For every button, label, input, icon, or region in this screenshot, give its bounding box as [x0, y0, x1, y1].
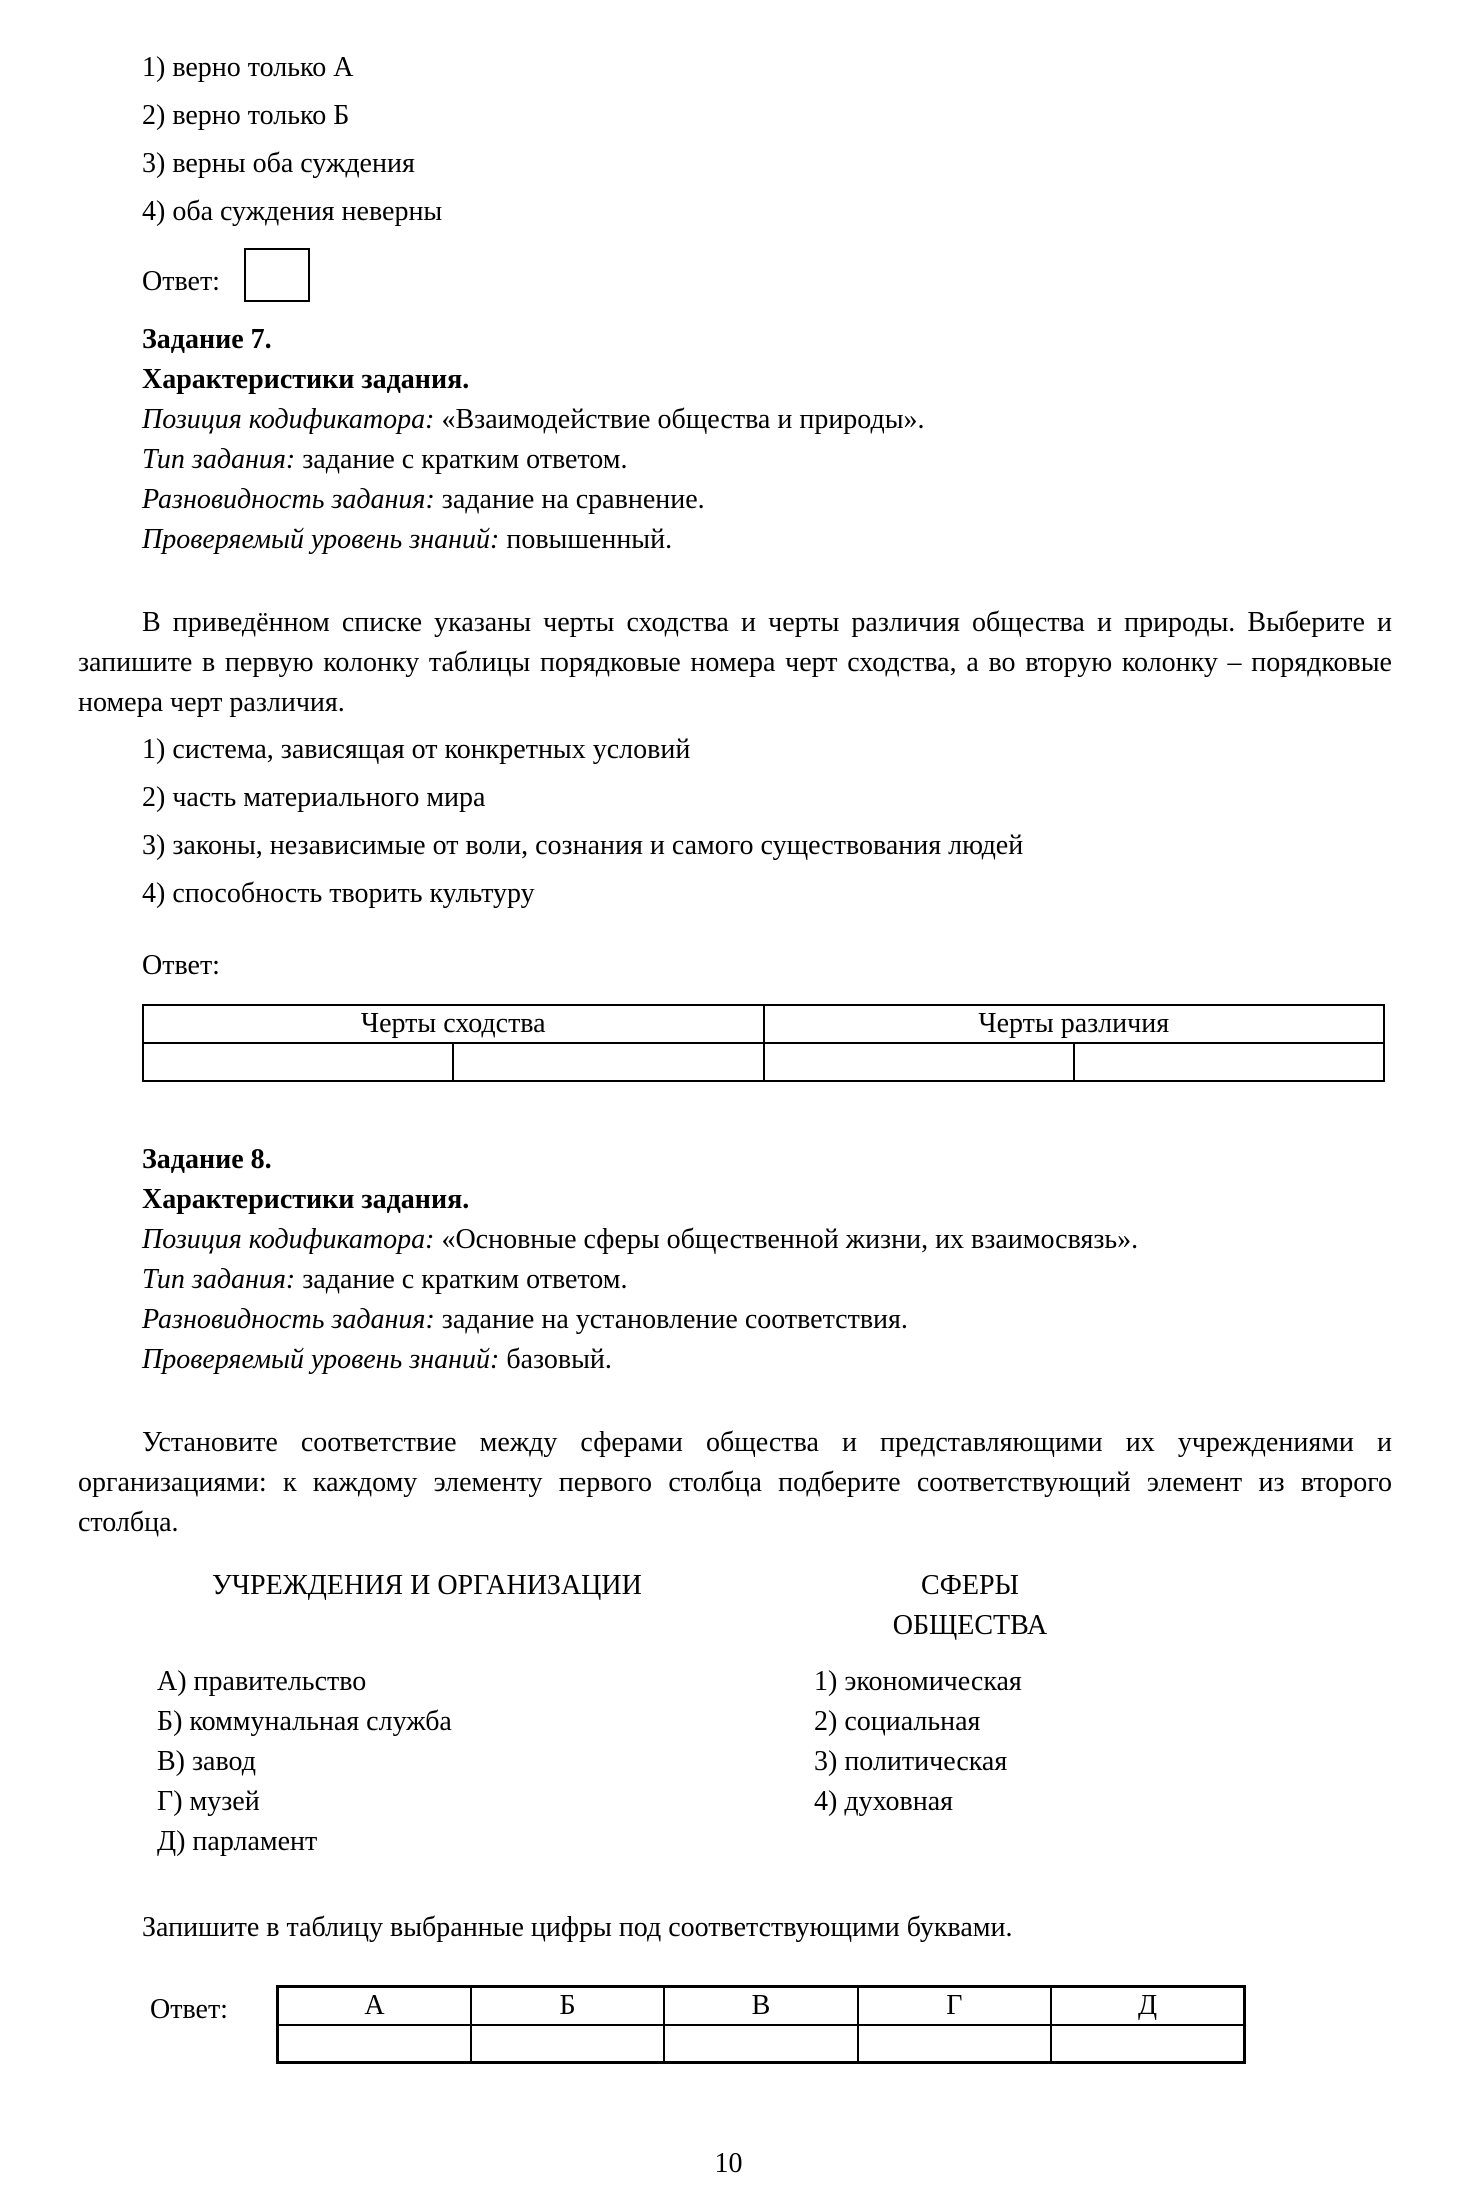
type-value: задание с кратким ответом. [295, 444, 628, 475]
kind-label: Разновидность задания: [142, 1304, 435, 1335]
sphere-item: 2) социальная [814, 1706, 981, 1737]
answer-cell[interactable] [453, 1043, 763, 1081]
answer-cell[interactable] [1051, 2025, 1244, 2063]
codifier-line [142, 1226, 1138, 1254]
characteristics-title: Характеристики задания. [142, 1184, 470, 1215]
level-line [142, 526, 672, 554]
answer-cell[interactable] [1074, 1043, 1384, 1081]
answer-label: Ответ: [142, 266, 220, 297]
codifier-label: Позиция кодификатора: [142, 404, 435, 435]
answer-cell[interactable] [143, 1043, 453, 1081]
institution-item: В) завод [157, 1746, 256, 1777]
page-number: 10 [714, 2148, 743, 2179]
answer-table-compare [142, 1004, 1385, 1082]
answer-cell[interactable] [471, 2025, 664, 2063]
task-title: Задание 7. [142, 324, 272, 355]
level-label: Проверяемый уровень знаний: [142, 524, 500, 555]
option-item: 1) система, зависящая от конкретных условий [142, 734, 691, 765]
codifier-line [142, 406, 925, 434]
answer-table-matching [276, 1985, 1246, 2064]
answer-cell[interactable] [664, 2025, 857, 2063]
answer-cell[interactable] [764, 1043, 1074, 1081]
task-title: Задание 8. [142, 1144, 272, 1175]
codifier-label: Позиция кодификатора: [142, 1224, 435, 1255]
sphere-item: 4) духовная [814, 1786, 954, 1817]
institution-item: Д) парламент [157, 1826, 318, 1857]
task-instruction: Установите соответствие между сферами общества и представляющими их учреждениями и организациями: к каждому элементу первого столбца подберите соответствующий элемент из второго столбца. [78, 1427, 1392, 1538]
sphere-item: 3) политическая [814, 1746, 1008, 1777]
table-header-letter: В [664, 1987, 857, 2025]
type-line [142, 1266, 627, 1294]
type-value: задание с кратким ответом. [295, 1264, 628, 1295]
kind-line [142, 1306, 908, 1334]
level-value: базовый. [499, 1344, 612, 1375]
kind-label: Разновидность задания: [142, 484, 435, 515]
answer-cell[interactable] [278, 2025, 471, 2063]
option-item: 3) верны оба суждения [142, 148, 415, 179]
column-header-institutions: УЧРЕЖДЕНИЯ И ОРГАНИЗАЦИИ [212, 1570, 642, 1601]
institution-item: А) правительство [157, 1666, 367, 1697]
column-header-spheres-line1: СФЕРЫ [921, 1570, 1019, 1601]
type-label: Тип задания: [142, 1264, 296, 1295]
characteristics-title: Характеристики задания. [142, 364, 470, 395]
answer-box[interactable] [244, 248, 310, 302]
task-instruction: В приведённом списке указаны черты сходства и черты различия общества и природы. Выберите и запишите в первую колонку таблицы порядковые номера черт сходства, а во вторую колонку – порядковые номера черт различия. [78, 607, 1392, 718]
type-label: Тип задания: [142, 444, 296, 475]
level-label: Проверяемый уровень знаний: [142, 1344, 500, 1375]
answer-label: Ответ: [150, 1994, 228, 2025]
option-item: 2) часть материального мира [142, 782, 486, 813]
institution-item: Б) коммунальная служба [157, 1706, 452, 1737]
table-header-letter: Д [1051, 1987, 1244, 2025]
column-header-spheres-line2: ОБЩЕСТВА [892, 1610, 1048, 1641]
kind-value: задание на сравнение. [434, 484, 705, 515]
option-item: 2) верно только Б [142, 100, 350, 131]
option-item: 3) законы, независимые от воли, сознания и самого существования людей [142, 830, 1024, 861]
option-item: 1) верно только А [142, 52, 354, 83]
level-line [142, 1346, 612, 1374]
option-item: 4) способность творить культуру [142, 878, 535, 909]
write-instruction: Запишите в таблицу выбранные цифры под соответствующими буквами. [142, 1912, 1013, 1943]
option-item: 4) оба суждения неверны [142, 196, 443, 227]
table-header-similarities: Черты сходства [143, 1005, 764, 1043]
table-header-letter: Б [471, 1987, 664, 2025]
table-header-letter: Г [858, 1987, 1051, 2025]
level-value: повышенный. [499, 524, 673, 555]
table-header-letter: А [278, 1987, 471, 2025]
institution-item: Г) музей [157, 1786, 260, 1817]
type-line [142, 446, 627, 474]
codifier-value: «Взаимодействие общества и природы». [434, 404, 925, 435]
kind-value: задание на установление соответствия. [434, 1304, 908, 1335]
sphere-item: 1) экономическая [814, 1666, 1022, 1697]
table-header-differences: Черты различия [764, 1005, 1385, 1043]
kind-line [142, 486, 705, 514]
answer-cell[interactable] [858, 2025, 1051, 2063]
codifier-value: «Основные сферы общественной жизни, их взаимосвязь». [434, 1224, 1139, 1255]
answer-label: Ответ: [142, 950, 220, 981]
